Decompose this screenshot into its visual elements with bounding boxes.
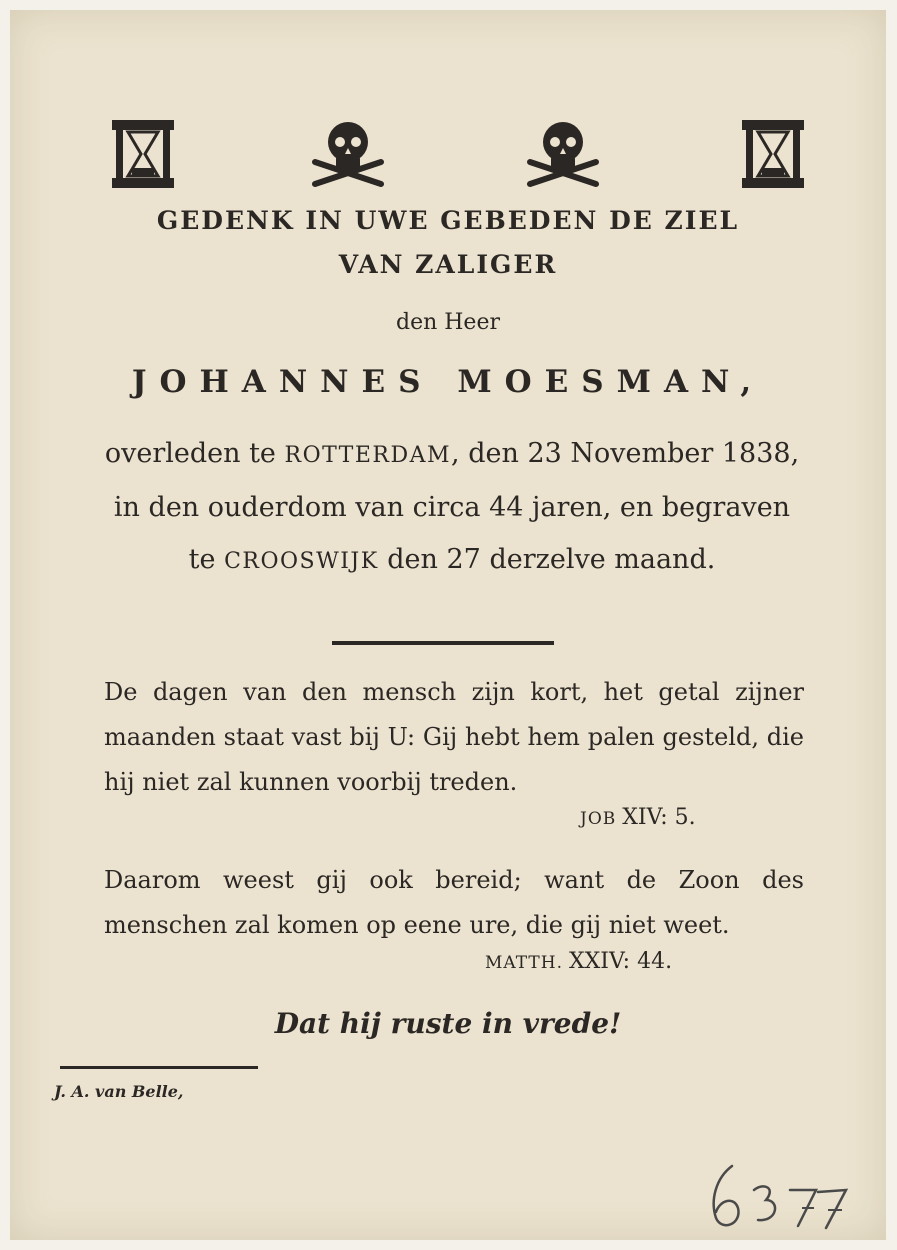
place-of-burial: CROOSWIJK <box>224 549 379 574</box>
divider-rule <box>332 641 554 645</box>
hourglass-icon <box>740 118 806 190</box>
ref-chapter: XIV: 5. <box>622 805 696 830</box>
ornament-row <box>10 118 886 198</box>
place-of-death: ROTTERDAM <box>284 443 452 468</box>
death-notice-text-c: den 27 derzelve maand. <box>378 544 716 575</box>
handwritten-inventory-number <box>706 1160 856 1232</box>
deceased-name: JOHANNES MOESMAN, <box>131 364 765 400</box>
skull-crossbones-icon <box>305 118 391 190</box>
verse-job: De dagen van den mensch zijn kort, het getal zijner maanden staat vast bij U: Gij hebt hem palen gesteld, die hij niet zal kunnen voorbij treden. <box>104 678 804 796</box>
death-notice-text-b: , den 23 November 1838, in den ouderdom van circa 44 jaren, en begraven te <box>113 438 800 575</box>
memorial-card <box>10 10 886 1240</box>
ref-book: MATTH. <box>485 953 563 973</box>
heading-line-2: VAN ZALIGER <box>338 250 558 279</box>
verse-job-reference <box>580 805 696 830</box>
death-notice <box>102 428 802 588</box>
ref-book: JOB <box>580 809 617 829</box>
verse-matthew: Daarom weest gij ook bereid; want de Zoon des menschen zal komen op eene ure, die gij niet weet. <box>104 866 804 939</box>
skull-crossbones-icon <box>520 118 606 190</box>
verse-matthew-reference <box>485 949 672 974</box>
hourglass-icon <box>110 118 176 190</box>
closing-prayer: Dat hij ruste in vrede! <box>274 1007 622 1040</box>
printer-credit: J. A. van Belle, <box>54 1082 184 1101</box>
heading-line-1: GEDENK IN UWE GEBEDEN DE ZIEL <box>156 206 740 235</box>
printer-rule <box>60 1066 258 1069</box>
death-notice-text-a: overleden te <box>104 438 285 469</box>
honorific: den Heer <box>395 310 500 335</box>
ref-chapter: XXIV: 44. <box>568 949 673 974</box>
